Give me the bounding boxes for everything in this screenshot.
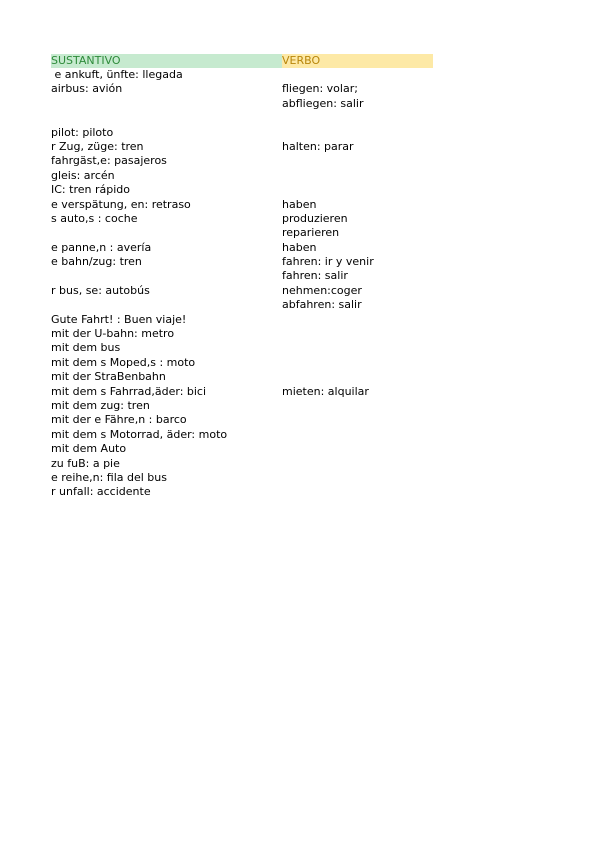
table-row	[51, 68, 433, 82]
cell-verbo	[282, 399, 433, 413]
table-row	[51, 241, 433, 255]
table-row	[51, 140, 433, 154]
cell-sustantivo: e ankuft, ünfte: llegada	[51, 68, 183, 81]
cell-sustantivo	[51, 269, 282, 283]
table-row	[51, 442, 433, 456]
cell-verbo	[282, 428, 433, 442]
header-verbo: VERBO	[282, 54, 433, 68]
cell-sustantivo: mit dem s Motorrad, äder: moto	[51, 427, 228, 441]
table-row	[51, 370, 433, 384]
cell-verbo: fliegen: volar;	[282, 82, 358, 96]
cell-verbo: reparieren	[282, 226, 340, 240]
cell-sustantivo: e verspätung, en: retraso	[51, 197, 191, 211]
cell-sustantivo: IC: tren rápido	[51, 183, 130, 197]
table-row	[51, 327, 433, 341]
cell-sustantivo: e panne,n : avería	[51, 240, 152, 254]
cell-verbo: abfliegen: salir	[282, 96, 364, 110]
table-row	[51, 169, 433, 183]
table-row	[51, 313, 433, 327]
cell-sustantivo: mit dem s Fahrrad,äder: bici	[51, 384, 207, 398]
cell-sustantivo: e reihe,n: fila del bus	[51, 470, 167, 484]
cell-sustantivo	[51, 298, 282, 312]
cell-sustantivo: mit der U-bahn: metro	[51, 327, 175, 341]
table-row	[51, 457, 433, 471]
cell-sustantivo: r Zug, züge: tren	[51, 139, 144, 153]
cell-verbo	[282, 413, 433, 427]
cell-verbo: abfahren: salir	[282, 298, 362, 312]
cell-verbo	[282, 183, 433, 197]
cell-verbo: fahren: ir y venir	[282, 255, 374, 269]
cell-sustantivo: mit der StraBenbahn	[51, 370, 166, 384]
header-row	[51, 54, 433, 68]
cell-verbo	[282, 327, 433, 341]
cell-verbo: fahren: salir	[282, 269, 348, 283]
cell-sustantivo: e bahn/zug: tren	[51, 255, 142, 269]
cell-verbo: haben	[282, 240, 317, 254]
cell-sustantivo: fahrgäst,e: pasajeros	[51, 154, 167, 168]
cell-verbo	[282, 154, 433, 168]
cell-verbo: haben	[282, 197, 317, 211]
cell-sustantivo: s auto,s : coche	[51, 211, 138, 225]
cell-verbo: nehmen:coger	[282, 283, 362, 297]
table-row	[51, 198, 433, 212]
cell-verbo	[282, 485, 433, 499]
table-row	[51, 97, 433, 111]
cell-sustantivo	[51, 226, 282, 240]
cell-verbo	[282, 356, 433, 370]
header-sustantivo: SUSTANTIVO	[51, 54, 282, 68]
spreadsheet	[51, 54, 433, 500]
table-row	[51, 428, 433, 442]
cell-verbo	[282, 313, 433, 327]
cell-verbo	[282, 126, 433, 140]
table-row	[51, 413, 433, 427]
cell-sustantivo	[51, 97, 282, 111]
cell-sustantivo: mit der e Fähre,n : barco	[51, 413, 187, 427]
table-row	[51, 126, 433, 140]
cell-sustantivo: gleis: arcén	[51, 168, 115, 182]
cell-sustantivo: mit dem Auto	[51, 442, 127, 456]
table-row	[51, 356, 433, 370]
table-row	[51, 341, 433, 355]
cell-verbo	[282, 442, 433, 456]
cell-sustantivo: r unfall: accidente	[51, 485, 151, 499]
table-row	[51, 284, 433, 298]
table-row	[51, 183, 433, 197]
cell-sustantivo: zu fuB: a pie	[51, 456, 120, 470]
cell-verbo	[282, 341, 433, 355]
table-row	[51, 385, 433, 399]
table-row	[51, 82, 433, 96]
cell-verbo: mieten: alquilar	[282, 384, 369, 398]
table-row	[51, 226, 433, 240]
table-row	[51, 269, 433, 283]
table-row	[51, 255, 433, 269]
cell-verbo	[282, 370, 433, 384]
cell-verbo	[282, 111, 433, 125]
cell-verbo	[282, 169, 433, 183]
cell-sustantivo: r bus, se: autobús	[51, 283, 150, 297]
table-row	[51, 399, 433, 413]
rows	[51, 68, 433, 500]
cell-sustantivo: mit dem bus	[51, 341, 121, 355]
table-row	[51, 154, 433, 168]
cell-verbo	[282, 471, 433, 485]
table-row	[51, 111, 433, 125]
cell-verbo	[282, 68, 433, 82]
cell-verbo	[282, 457, 433, 471]
cell-sustantivo: pilot: piloto	[51, 125, 114, 139]
cell-sustantivo	[51, 111, 282, 125]
table-row	[51, 471, 433, 485]
cell-sustantivo: Gute Fahrt! : Buen viaje!	[51, 312, 187, 326]
table-row	[51, 485, 433, 499]
cell-sustantivo: airbus: avión	[51, 82, 123, 96]
cell-sustantivo: mit dem s Moped,s : moto	[51, 355, 196, 369]
table-row	[51, 298, 433, 312]
cell-verbo: halten: parar	[282, 139, 354, 153]
cell-sustantivo: mit dem zug: tren	[51, 398, 150, 412]
table-row	[51, 212, 433, 226]
cell-verbo: produzieren	[282, 211, 348, 225]
